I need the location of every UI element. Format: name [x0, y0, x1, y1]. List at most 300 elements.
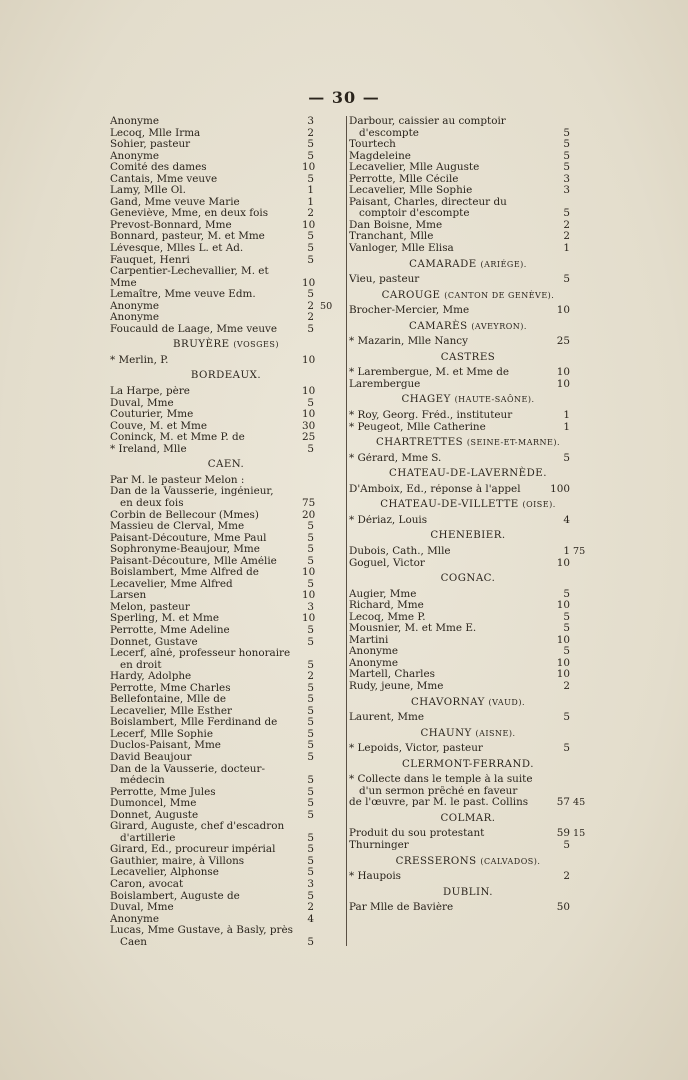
contribution-row	[110, 139, 342, 151]
amount-francs: 5	[563, 149, 570, 162]
amount-francs: 10	[302, 566, 316, 579]
amount-francs: 4	[563, 513, 570, 526]
amount-francs: 10	[302, 612, 316, 625]
amount-cents	[314, 197, 342, 209]
contributor-name: Darbour, caissier au comptoir	[349, 116, 506, 127]
amount-francs: 5	[563, 207, 570, 220]
contributor-name: Lecerf, Mlle Sophie	[110, 728, 213, 740]
contribution-row	[349, 151, 587, 163]
left-column	[110, 116, 342, 948]
amount-francs: 3	[563, 184, 570, 197]
amount-cents	[570, 336, 587, 348]
amount-cents	[314, 729, 342, 741]
amount-francs: 5	[307, 322, 314, 335]
contributor-name: D'Amboix, Ed., réponse à l'appel	[349, 483, 521, 495]
contribution-row	[349, 274, 587, 286]
contributor-name: Donnet, Gustave	[110, 636, 198, 648]
amount-cents	[314, 510, 342, 522]
amount-cents: 45	[573, 797, 586, 809]
amount-francs: 20	[302, 508, 316, 521]
contributor-name: Donnet, Auguste	[110, 809, 199, 821]
amount-cents	[314, 432, 342, 444]
amount-francs: 5	[307, 442, 314, 455]
amount-cents	[570, 410, 587, 422]
amount-cents	[314, 937, 342, 949]
amount-cents	[570, 515, 587, 527]
amount-francs: 10	[302, 276, 316, 289]
amount-francs: 57	[556, 796, 570, 809]
contribution-row	[349, 786, 587, 798]
section-heading-region: (SEINE-ET-MARNE).	[466, 438, 560, 448]
contribution-row	[349, 546, 587, 558]
contribution-row	[110, 409, 342, 421]
amount-francs: 5	[563, 622, 570, 635]
amount-francs: 5	[307, 935, 314, 948]
contribution-row	[110, 386, 342, 398]
contributor-name: Boislambert, Auguste de	[110, 890, 240, 902]
contributor-name: Lévesque, Mlles L. et Ad.	[110, 243, 244, 255]
contribution-row	[349, 379, 587, 391]
amount-cents	[314, 740, 342, 752]
contribution-row	[110, 324, 342, 336]
section-heading-region: (CALVADOS).	[480, 856, 541, 866]
section-heading-title: COGNAC.	[440, 573, 496, 585]
amount-francs: 5	[307, 785, 314, 798]
amount-francs: 2	[563, 218, 570, 231]
contributor-name: * Ireland, Mlle	[110, 443, 187, 455]
contribution-row	[349, 162, 587, 174]
amount-francs: 2	[563, 230, 570, 243]
amount-francs: 5	[563, 742, 570, 755]
amount-cents	[314, 775, 342, 787]
contributor-name: Girard, Auguste, chef d'escadron	[110, 821, 285, 833]
contribution-row	[110, 355, 342, 367]
amount-francs: 25	[302, 431, 316, 444]
contributor-name: Dumoncel, Mme	[110, 798, 197, 810]
amount-francs: 1	[307, 195, 314, 208]
amount-cents	[314, 764, 342, 776]
amount-francs: 5	[563, 126, 570, 139]
section-heading	[349, 887, 587, 899]
amount-francs: 5	[307, 520, 314, 533]
amount-francs: 5	[563, 138, 570, 151]
amount-cents	[570, 786, 587, 798]
contributor-name: Anonyme	[110, 312, 160, 324]
amount-francs: 10	[302, 218, 316, 231]
contributor-name: * Dériaz, Louis	[349, 514, 428, 526]
amount-francs: 5	[307, 866, 314, 879]
section-heading	[349, 530, 587, 542]
amount-cents	[570, 589, 587, 601]
amount-francs: 5	[307, 797, 314, 810]
contribution-row	[349, 336, 587, 348]
amount-francs: 2	[307, 311, 314, 324]
section-heading-region: (VOSGES)	[233, 340, 279, 350]
amount-cents	[314, 421, 342, 433]
amount-francs: 5	[307, 831, 314, 844]
contributor-name: Brocher-Mercier, Mme	[349, 305, 470, 317]
amount-francs: 5	[307, 889, 314, 902]
amount-cents	[314, 879, 342, 891]
contribution-row	[349, 410, 587, 422]
amount-francs: 1	[563, 242, 570, 255]
amount-cents	[570, 623, 587, 635]
contributor-name: Paisant-Découture, Mme Paul	[110, 532, 267, 544]
section-heading	[110, 339, 342, 351]
amount-francs: 5	[563, 645, 570, 658]
contribution-row	[349, 128, 587, 140]
amount-cents	[570, 612, 587, 624]
amount-francs: 2	[307, 299, 314, 312]
amount-cents	[314, 409, 342, 421]
amount-cents	[570, 116, 587, 128]
section-heading	[349, 499, 587, 511]
contribution-row	[110, 902, 342, 914]
contributor-name: Perrotte, Mlle Cécile	[349, 173, 459, 185]
contributor-name: * Gérard, Mme S.	[349, 452, 442, 464]
amount-francs: 5	[307, 253, 314, 266]
amount-francs	[302, 266, 314, 278]
contributor-name: Thurninger	[349, 839, 409, 851]
amount-francs: 5	[563, 273, 570, 286]
amount-cents	[314, 475, 342, 487]
contributor-name: * Roy, Georg. Fréd., instituteur	[349, 410, 513, 422]
contributor-name: Tranchant, Mlle	[349, 231, 434, 243]
contributor-name: Paisant-Découture, Mlle Amélie	[110, 555, 277, 567]
section-heading	[110, 459, 342, 471]
contributor-name: Sperling, M. et Mme	[110, 613, 219, 625]
amount-francs: 5	[307, 750, 314, 763]
right-column	[346, 116, 587, 946]
contribution-row	[349, 840, 587, 852]
contributor-name: Boislambert, Mme Alfred de	[110, 567, 259, 579]
amount-francs	[550, 116, 570, 128]
contributor-name: Martell, Charles	[349, 669, 435, 681]
contributor-name: Augier, Mme	[349, 588, 417, 600]
amount-cents	[570, 379, 587, 391]
amount-francs: 10	[302, 353, 316, 366]
contributor-name: en deux fois	[120, 497, 184, 509]
contributor-name: Anonyme	[110, 300, 160, 312]
amount-cents	[570, 422, 587, 434]
contributor-name: Caen	[120, 936, 147, 948]
contribution-row	[349, 453, 587, 465]
contributor-name: Perrotte, Mme Jules	[110, 786, 216, 798]
section-heading-title: CAEN.	[207, 459, 245, 471]
contribution-row	[110, 752, 342, 764]
amount-cents	[314, 648, 342, 660]
contributor-name: Bellefontaine, Mlle de	[110, 694, 227, 706]
amount-francs: 2	[307, 670, 314, 683]
contribution-row	[110, 925, 342, 937]
amount-cents	[314, 128, 342, 140]
section-heading-title: CRESSERONS	[395, 855, 477, 867]
contributor-name: Lemaître, Mme veuve Edm.	[110, 289, 256, 301]
contribution-row	[110, 810, 342, 822]
amount-francs: 5	[307, 727, 314, 740]
amount-francs: 10	[302, 385, 316, 398]
amount-cents	[570, 774, 587, 786]
contributor-name: Gand, Mme veuve Marie	[110, 196, 240, 208]
amount-cents	[314, 706, 342, 718]
contributor-name: Lecavelier, Mlle Esther	[110, 705, 232, 717]
amount-cents	[314, 567, 342, 579]
amount-francs: 2	[307, 207, 314, 220]
contributor-name: Anonyme	[349, 657, 399, 669]
contributor-name: Lucas, Mme Gustave, à Basly, près	[110, 925, 293, 937]
contribution-row	[349, 646, 587, 658]
amount-francs: 10	[556, 599, 570, 612]
amount-francs: 5	[307, 172, 314, 185]
contributor-name: Corbin de Bellecour (Mmes)	[110, 509, 259, 521]
contribution-row	[349, 828, 587, 840]
contributor-name: Lecavelier, Mme Alfred	[110, 578, 233, 590]
contributor-name: * Mazarin, Mlle Nancy	[349, 336, 468, 348]
contribution-row	[110, 521, 342, 533]
contribution-row	[349, 797, 587, 809]
amount-cents	[570, 712, 587, 724]
contributor-name: Goguel, Victor	[349, 557, 425, 569]
amount-cents	[314, 278, 342, 290]
contributor-name: Dan de la Vausserie, ingénieur,	[110, 486, 274, 498]
contributor-name: Lecoq, Mme P.	[349, 611, 426, 623]
contributor-name: Mme	[110, 277, 137, 289]
amount-cents	[570, 274, 587, 286]
amount-cents	[314, 637, 342, 649]
contributor-name: d'un sermon prêché en faveur	[359, 785, 518, 797]
contributor-name: Girard, Ed., procureur impérial	[110, 844, 276, 856]
contributor-name: Caron, avocat	[110, 879, 184, 890]
amount-cents	[314, 787, 342, 799]
amount-cents	[314, 694, 342, 706]
amount-francs: 5	[307, 623, 314, 636]
amount-francs: 5	[563, 587, 570, 600]
amount-cents	[314, 231, 342, 243]
section-heading-title: CAMARÈS	[409, 320, 468, 332]
amount-francs: 5	[307, 230, 314, 243]
section-heading-title: CHAVORNAY	[410, 696, 485, 708]
contributor-name: de l'œuvre, par M. le past. Collins	[349, 797, 529, 809]
contribution-row	[110, 475, 342, 487]
amount-francs: 30	[302, 419, 316, 432]
amount-francs: 10	[302, 161, 316, 174]
contribution-row	[349, 116, 587, 128]
amount-francs: 5	[563, 838, 570, 851]
amount-cents	[314, 914, 342, 926]
contribution-row	[349, 681, 587, 693]
contributor-name: Melon, pasteur	[110, 601, 190, 613]
contributor-name: médecin	[120, 775, 165, 787]
contribution-row	[349, 612, 587, 624]
section-heading-region: (OISE).	[522, 500, 556, 510]
amount-cents	[570, 840, 587, 852]
contribution-row	[349, 635, 587, 647]
amount-cents	[314, 116, 342, 128]
contributor-name: Couturier, Mme	[110, 409, 194, 421]
contributor-name: Cantais, Mme veuve	[110, 173, 218, 185]
amount-cents	[570, 208, 587, 220]
amount-cents	[314, 398, 342, 410]
contribution-row	[110, 444, 342, 456]
amount-cents	[570, 453, 587, 465]
contribution-row	[349, 220, 587, 232]
contribution-row	[349, 902, 587, 914]
contributor-name: Richard, Mme	[349, 600, 424, 612]
contribution-row	[110, 498, 342, 510]
contribution-row	[110, 879, 342, 891]
amount-francs: 50	[556, 901, 570, 914]
section-heading-title: COLMAR.	[440, 812, 496, 824]
contribution-row	[110, 162, 342, 174]
amount-cents: 15	[573, 828, 586, 840]
contribution-row	[349, 139, 587, 151]
amount-cents	[570, 367, 587, 379]
contribution-row	[349, 197, 587, 209]
contributor-name: Paisant, Charles, directeur du	[349, 196, 507, 208]
amount-francs: 3	[307, 600, 314, 613]
amount-francs: 5	[307, 704, 314, 717]
section-heading	[349, 728, 587, 740]
contribution-row	[349, 422, 587, 434]
amount-cents	[314, 556, 342, 568]
amount-cents	[314, 798, 342, 810]
section-heading-title: CLERMONT-FERRAND.	[402, 758, 534, 770]
contributor-name: * Peugeot, Mlle Catherine	[349, 421, 486, 433]
amount-francs: 2	[307, 126, 314, 139]
amount-cents	[314, 533, 342, 545]
contributor-name: Duval, Mme	[110, 397, 174, 409]
contribution-row	[110, 116, 342, 128]
contribution-row	[349, 174, 587, 186]
amount-francs	[302, 475, 314, 487]
section-heading-title: BORDEAUX.	[190, 370, 262, 382]
amount-cents	[314, 208, 342, 220]
contribution-row	[349, 600, 587, 612]
contributor-name: Sohier, pasteur	[110, 139, 191, 151]
contributor-name: Anonyme	[110, 913, 160, 925]
amount-cents	[314, 856, 342, 868]
section-heading	[349, 813, 587, 825]
amount-cents	[314, 220, 342, 232]
amount-cents	[570, 669, 587, 681]
section-heading	[349, 437, 587, 449]
amount-cents	[570, 600, 587, 612]
amount-cents	[314, 902, 342, 914]
contributor-name: Dan de la Vausserie, docteur-	[110, 763, 265, 775]
amount-francs: 5	[307, 554, 314, 567]
amount-francs: 5	[307, 396, 314, 409]
amount-cents	[570, 231, 587, 243]
amount-cents	[314, 185, 342, 197]
contributor-name: Lecoq, Mlle Irma	[110, 127, 201, 139]
amount-francs: 4	[307, 912, 314, 925]
section-heading-title: CHAUNY	[420, 727, 472, 739]
contribution-row	[349, 712, 587, 724]
contributor-name: Boislambert, Mlle Ferdinand de	[110, 717, 278, 729]
section-heading	[349, 573, 587, 585]
section-heading-region: (ARIÉGE).	[480, 259, 527, 269]
contributor-name: Lecavelier, Mlle Sophie	[349, 185, 473, 197]
amount-cents	[314, 844, 342, 856]
amount-cents	[314, 683, 342, 695]
amount-francs: 5	[307, 808, 314, 821]
amount-cents	[314, 312, 342, 324]
contribution-row	[110, 255, 342, 267]
amount-francs: 5	[307, 716, 314, 729]
section-heading-title: DUBLIN.	[442, 886, 494, 898]
section-heading	[349, 259, 587, 271]
amount-cents	[314, 324, 342, 336]
section-heading	[349, 856, 587, 868]
amount-francs: 5	[307, 531, 314, 544]
amount-francs: 1	[563, 544, 570, 557]
amount-francs: 5	[307, 138, 314, 151]
amount-francs: 5	[307, 577, 314, 590]
contributor-name: Foucauld de Laage, Mme veuve	[110, 323, 278, 335]
contributor-name: Tourtech	[349, 139, 396, 151]
contribution-row	[349, 558, 587, 570]
amount-cents	[570, 646, 587, 658]
amount-francs: 10	[556, 633, 570, 646]
contributor-name: en droit	[120, 659, 162, 671]
contribution-row	[110, 671, 342, 683]
amount-cents	[314, 355, 342, 367]
contributor-name: * Larembergue, M. et Mme de	[349, 367, 510, 379]
amount-francs: 5	[307, 681, 314, 694]
page-number: — 30 —	[308, 88, 380, 107]
amount-francs: 5	[307, 149, 314, 162]
amount-cents	[570, 743, 587, 755]
contributor-name: Anonyme	[349, 646, 399, 658]
amount-cents	[314, 579, 342, 591]
section-heading	[349, 290, 587, 302]
amount-cents	[570, 305, 587, 317]
contributor-name: Duclos-Paisant, Mme	[110, 740, 221, 752]
amount-francs: 100	[550, 482, 570, 495]
section-heading	[349, 394, 587, 406]
amount-cents	[570, 658, 587, 670]
amount-francs: 10	[556, 377, 570, 390]
amount-francs: 1	[563, 409, 570, 422]
contributor-name: Prevost-Bonnard, Mme	[110, 219, 232, 231]
amount-francs: 5	[563, 610, 570, 623]
amount-francs: 3	[563, 172, 570, 185]
section-heading-region: (AVEYRON).	[471, 321, 527, 331]
amount-cents	[314, 810, 342, 822]
amount-cents: 75	[573, 545, 586, 557]
amount-cents	[570, 681, 587, 693]
amount-cents	[314, 486, 342, 498]
amount-cents	[314, 255, 342, 267]
amount-cents	[570, 162, 587, 174]
contributor-name: Bonnard, pasteur, M. et Mme	[110, 231, 265, 243]
amount-cents	[570, 635, 587, 647]
amount-francs: 5	[307, 774, 314, 787]
contribution-row	[349, 774, 587, 786]
section-heading-region: (CANTON DE GENÈVE).	[444, 290, 555, 300]
amount-cents	[314, 289, 342, 301]
section-heading-title: CHENEBIER.	[430, 530, 506, 542]
section-heading-title: CAROUGE	[381, 289, 441, 301]
contribution-row	[349, 743, 587, 755]
amount-francs: 10	[556, 668, 570, 681]
amount-cents	[570, 151, 587, 163]
amount-cents	[314, 717, 342, 729]
contributor-name: * Collecte dans le temple à la suite	[349, 774, 533, 786]
amount-cents	[570, 902, 587, 914]
contribution-row	[349, 871, 587, 883]
contribution-row	[349, 623, 587, 635]
